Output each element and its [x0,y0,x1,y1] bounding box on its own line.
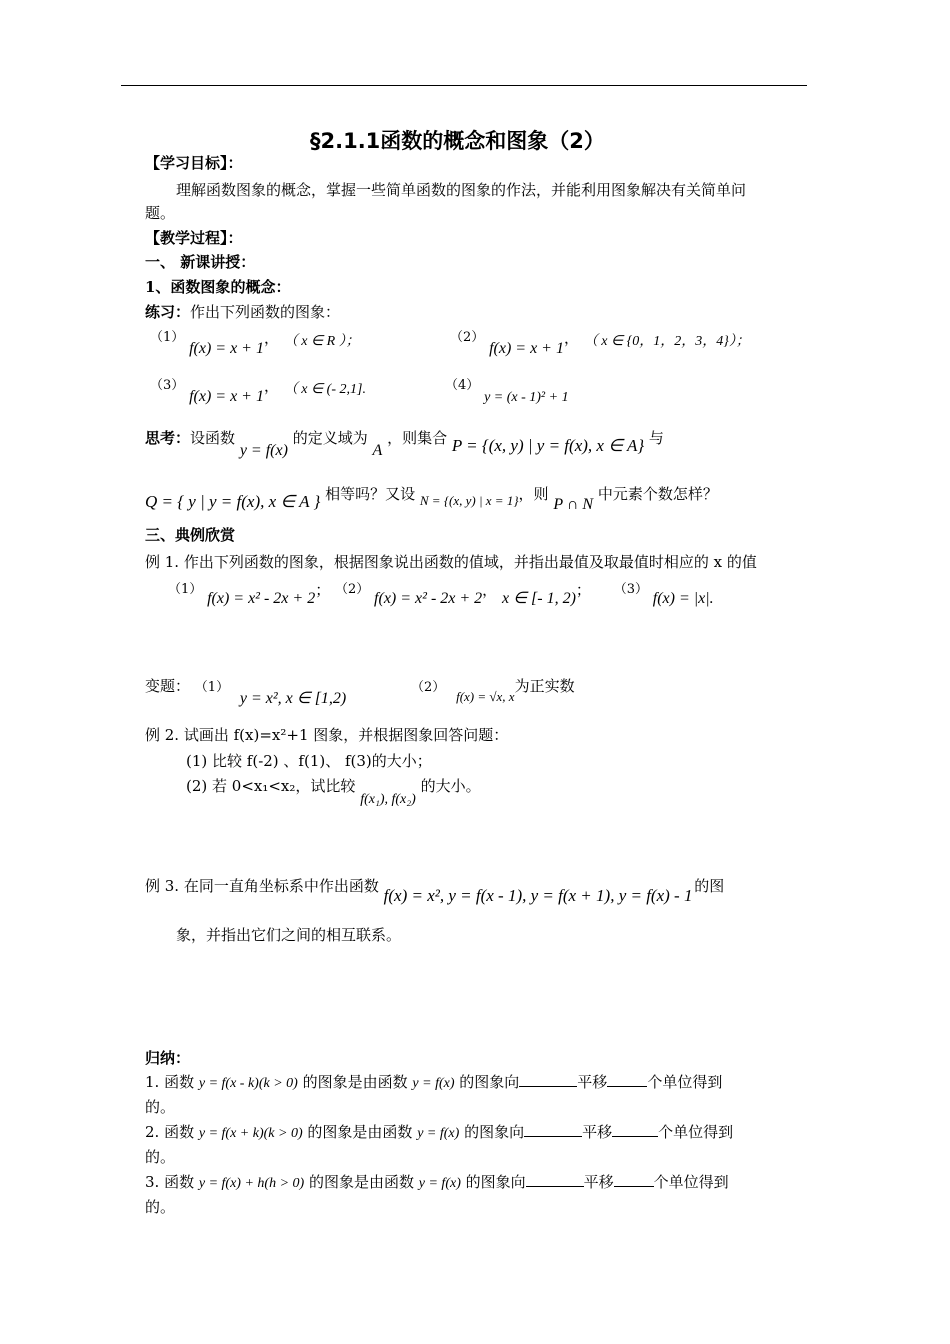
summary-text: 的图象是由函数 [308,1173,414,1191]
practice-line [145,302,340,322]
item-separator: ， [563,329,579,347]
example-2-line-1: 例 2. 试画出 f(x)=x²+1 图象，并根据图象回答问题： [145,726,509,744]
example-1-items [168,580,714,607]
think-math: P = {(x, y) | y = f(x), x ∈ A} [451,436,645,455]
summary-text: 平移 [582,1123,613,1141]
variant-expression: f(x) = √x, x [456,689,515,704]
header-rule [121,85,807,86]
summary-math: y = f(x - k)(k > 0) [198,1076,298,1091]
process-heading: 【教学过程】： [145,229,243,247]
fill-blank[interactable] [519,1072,577,1087]
item-number: （2） [334,582,370,597]
variant-text: 为正实数 [514,677,575,695]
practice-item-2 [450,328,750,357]
practice-item-4 [445,376,569,405]
example-1-expression: f(x) = |x|. [652,590,714,607]
fill-blank[interactable] [607,1072,647,1087]
summary-text: 1. 函数 [145,1073,195,1091]
item-separator: ， [263,377,279,395]
summary-text: 3. 函数 [145,1173,195,1191]
summary-text: 平移 [583,1173,614,1191]
item-separator: ， [263,329,279,347]
fill-blank[interactable] [614,1172,654,1187]
think-label: 思考： [145,429,191,447]
example-3-line-1 [145,876,727,905]
item-number: （3） [613,582,648,597]
summary-item-3-end: 的。 [145,1198,176,1216]
think-text: ，则集合 [387,429,448,447]
variant-label: 变题： [145,677,191,695]
item-number: （2） [411,680,446,695]
example-3-text: 例 3. 在同一直角坐标系中作出函数 [145,877,379,895]
fill-blank[interactable] [612,1122,658,1137]
fill-blank[interactable] [526,1172,584,1187]
summary-item-2 [145,1122,733,1144]
practice-item-3 [150,376,366,405]
objectives-heading: 【学习目标】： [145,154,243,172]
separator: ， [482,581,498,599]
item-number: （1） [168,582,203,597]
summary-math: y = f(x) [417,1126,460,1141]
item-number: （2） [450,330,485,345]
separator: ； [315,581,331,599]
summary-text: 的图象向 [465,1173,526,1191]
example-3-math: f(x) = x², y = f(x - 1), y = f(x + 1), y = f(x) - 1 [383,886,693,905]
fill-blank[interactable] [524,1122,582,1137]
summary-text: 的图象向 [459,1073,520,1091]
practice-label: 练习： [145,303,191,321]
example-2-text: 的大小。 [420,777,481,795]
summary-text: 个单位得到 [658,1123,734,1141]
summary-item-3 [145,1172,729,1194]
section-three-heading: 三、典例欣赏 [145,526,236,544]
think-text: 相等吗？又设 [325,485,416,503]
summary-item-1 [145,1072,722,1094]
item-domain: （ x ∈ R ）； [283,334,360,349]
item-number: （1） [194,680,230,695]
think-text: 设函数 [190,429,236,447]
item-number: （1） [150,330,185,345]
example-2-math: f(x₁), f(x₂) [360,792,416,807]
example-1-text: 例 1. 作出下列函数的图象，根据图象说出函数的值域，并指出最值及取最值时相应的 x 的值 [145,553,757,571]
item-number: （4） [445,378,480,393]
item-expression: f(x) = x + 1 [189,340,264,357]
summary-math: y = f(x) [412,1076,455,1091]
example-1-domain: x ∈ [- 1, 2) [501,590,576,607]
item-expression: y = (x - 1)² + 1 [484,390,569,405]
think-line-2 [145,484,718,513]
item-number: （3） [150,378,185,393]
think-math: A [372,442,383,459]
function-graph-concept-heading: 1、函数图象的概念： [145,278,291,296]
example-2-text: (2) 若 0<x₁<x₂，试比较 [186,777,356,795]
summary-item-2-end: 的。 [145,1148,176,1166]
objectives-line-2: 题。 [145,204,176,222]
practice-text: 作出下列函数的图象： [190,303,341,321]
think-text: 的定义域为 [292,429,368,447]
section-one-heading: 一、 新课讲授： [145,253,256,271]
think-text: 与 [648,429,664,447]
item-expression: f(x) = x + 1 [489,340,564,357]
page-title: §2.1.1函数的概念和图象（2） [310,129,605,153]
variant-line [145,676,575,707]
summary-math: y = f(x) + h(h > 0) [198,1176,305,1191]
item-domain: （ x ∈ (- 2,1]. [283,382,366,397]
item-expression: f(x) = x + 1 [189,388,264,405]
summary-heading: 归纳： [145,1049,191,1067]
variant-expression: y = x², x ∈ [1,2) [239,690,347,707]
example-1-expression: f(x) = x² - 2x + 2 [207,590,316,607]
think-math: Q = { y | y = f(x), x ∈ A } [145,492,321,511]
example-2-line-2: (1) 比较 f(-2) 、f(1)、 f(3)的大小； [186,752,432,770]
summary-math: y = f(x) [418,1176,461,1191]
example-1-expression: f(x) = x² - 2x + 2 [374,590,483,607]
summary-math: y = f(x + k)(k > 0) [198,1126,303,1141]
summary-text: 平移 [577,1073,608,1091]
example-2-line-3 [186,776,481,807]
separator: ； [575,581,591,599]
summary-text: 的图象向 [464,1123,525,1141]
summary-item-1-end: 的。 [145,1098,176,1116]
think-math: P ∩ N [553,496,594,513]
think-text: ，则 [518,485,549,503]
example-3-text: 的图 [694,877,725,895]
practice-item-1 [150,328,360,357]
think-text: 中元素个数怎样？ [597,485,718,503]
summary-text: 2. 函数 [145,1123,195,1141]
summary-text: 个单位得到 [653,1173,729,1191]
objectives-line-1: 理解函数图象的概念，掌握一些简单函数的图象的作法，并能利用图象解决有关简单问 [176,181,747,199]
item-domain: （ x ∈ {0，1，2，3，4}）； [583,334,750,349]
example-3-line-2: 象，并指出它们之间的相互联系。 [176,926,402,944]
summary-text: 的图象是由函数 [302,1073,408,1091]
think-line-1 [145,428,664,459]
summary-text: 个单位得到 [647,1073,723,1091]
summary-text: 的图象是由函数 [307,1123,413,1141]
think-math: y = f(x) [239,442,288,459]
think-math: N = {(x, y) | x = 1} [419,493,519,508]
